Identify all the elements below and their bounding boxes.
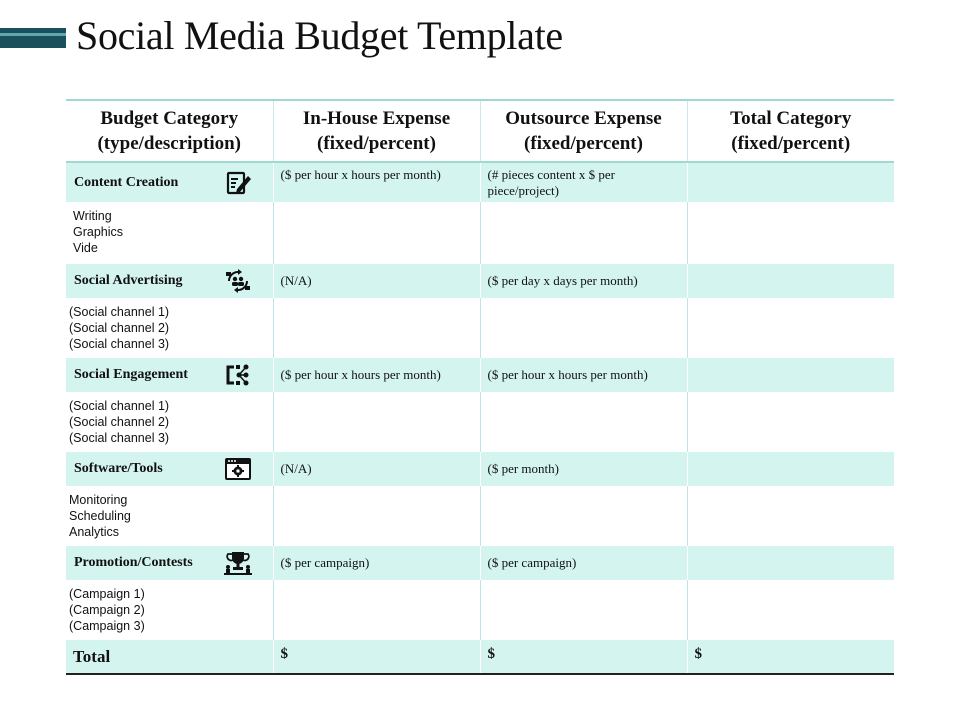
inhouse-note: (N/A): [280, 273, 312, 288]
list-item: (Social channel 1): [69, 399, 170, 413]
category-label: Software/Tools: [74, 461, 163, 476]
content-edit-icon: [223, 170, 253, 196]
detail-row-social-engagement: [66, 392, 894, 452]
list-item: (Social channel 1): [69, 305, 170, 319]
social-cycle-icon: [223, 268, 253, 294]
header-outsource-expense: Outsource Expense (fixed/percent): [480, 100, 687, 162]
detail-row-content-creation: [66, 202, 894, 264]
category-items: [66, 392, 273, 452]
category-label: Promotion/Contests: [74, 555, 193, 570]
detail-row-promotion-contests: [66, 580, 894, 640]
category-label: Social Engagement: [74, 367, 188, 382]
list-item: (Social channel 2): [69, 321, 170, 335]
category-row-promotion-contests: [66, 546, 894, 580]
category-row-software-tools: [66, 452, 894, 486]
outsource-note: ($ per campaign): [487, 555, 577, 570]
list-item: Monitoring: [69, 493, 128, 507]
total-label: Total: [73, 646, 111, 666]
list-item: (Campaign 3): [69, 619, 145, 633]
budget-table: [66, 99, 894, 675]
category-row-content-creation: [66, 162, 894, 202]
total-outsource: $: [487, 645, 495, 662]
list-item: Vide: [73, 241, 98, 255]
category-row-social-advertising: [66, 264, 894, 298]
detail-row-software-tools: [66, 486, 894, 546]
inhouse-note: ($ per campaign): [280, 555, 370, 570]
inhouse-note: (N/A): [280, 461, 312, 476]
inhouse-note: ($ per hour x hours per month): [280, 367, 441, 382]
title-accent-bar: [0, 28, 66, 48]
category-items: [66, 580, 273, 640]
category-row-social-engagement: [66, 358, 894, 392]
header-total-category: Total Category (fixed/percent): [687, 100, 894, 162]
list-item: (Social channel 2): [69, 415, 170, 429]
list-item: (Social channel 3): [69, 431, 170, 445]
list-item: Scheduling: [69, 509, 131, 523]
header-row: [66, 100, 894, 162]
total-inhouse: $: [280, 645, 288, 662]
slide-title: Social Media Budget Template: [76, 13, 563, 58]
total-note: [688, 163, 895, 167]
category-label: Content Creation: [74, 174, 179, 190]
network-icon: [223, 362, 253, 388]
browser-gear-icon: [223, 456, 253, 482]
list-item: Analytics: [69, 525, 120, 539]
category-label: Social Advertising: [74, 273, 183, 288]
total-row: [66, 640, 894, 674]
trophy-icon: [223, 550, 253, 576]
outsource-note: (# pieces content x $ per piece/project): [487, 167, 615, 198]
list-item: Graphics: [73, 225, 124, 239]
list-item: Writing: [73, 209, 112, 223]
detail-row-social-advertising: [66, 298, 894, 358]
total-category: $: [694, 645, 702, 662]
list-item: (Social channel 3): [69, 337, 170, 351]
outsource-note: ($ per month): [487, 461, 559, 476]
header-inhouse-expense: In-House Expense (fixed/percent): [273, 100, 480, 162]
category-items: [66, 486, 273, 546]
inhouse-note: ($ per hour x hours per month): [280, 167, 441, 182]
category-items: [66, 202, 273, 262]
list-item: (Campaign 1): [69, 587, 145, 601]
outsource-note: ($ per hour x hours per month): [487, 367, 648, 382]
category-items: [66, 298, 273, 358]
list-item: (Campaign 2): [69, 603, 145, 617]
header-budget-category: Budget Category (type/description): [66, 100, 273, 162]
outsource-note: ($ per day x days per month): [487, 273, 638, 288]
